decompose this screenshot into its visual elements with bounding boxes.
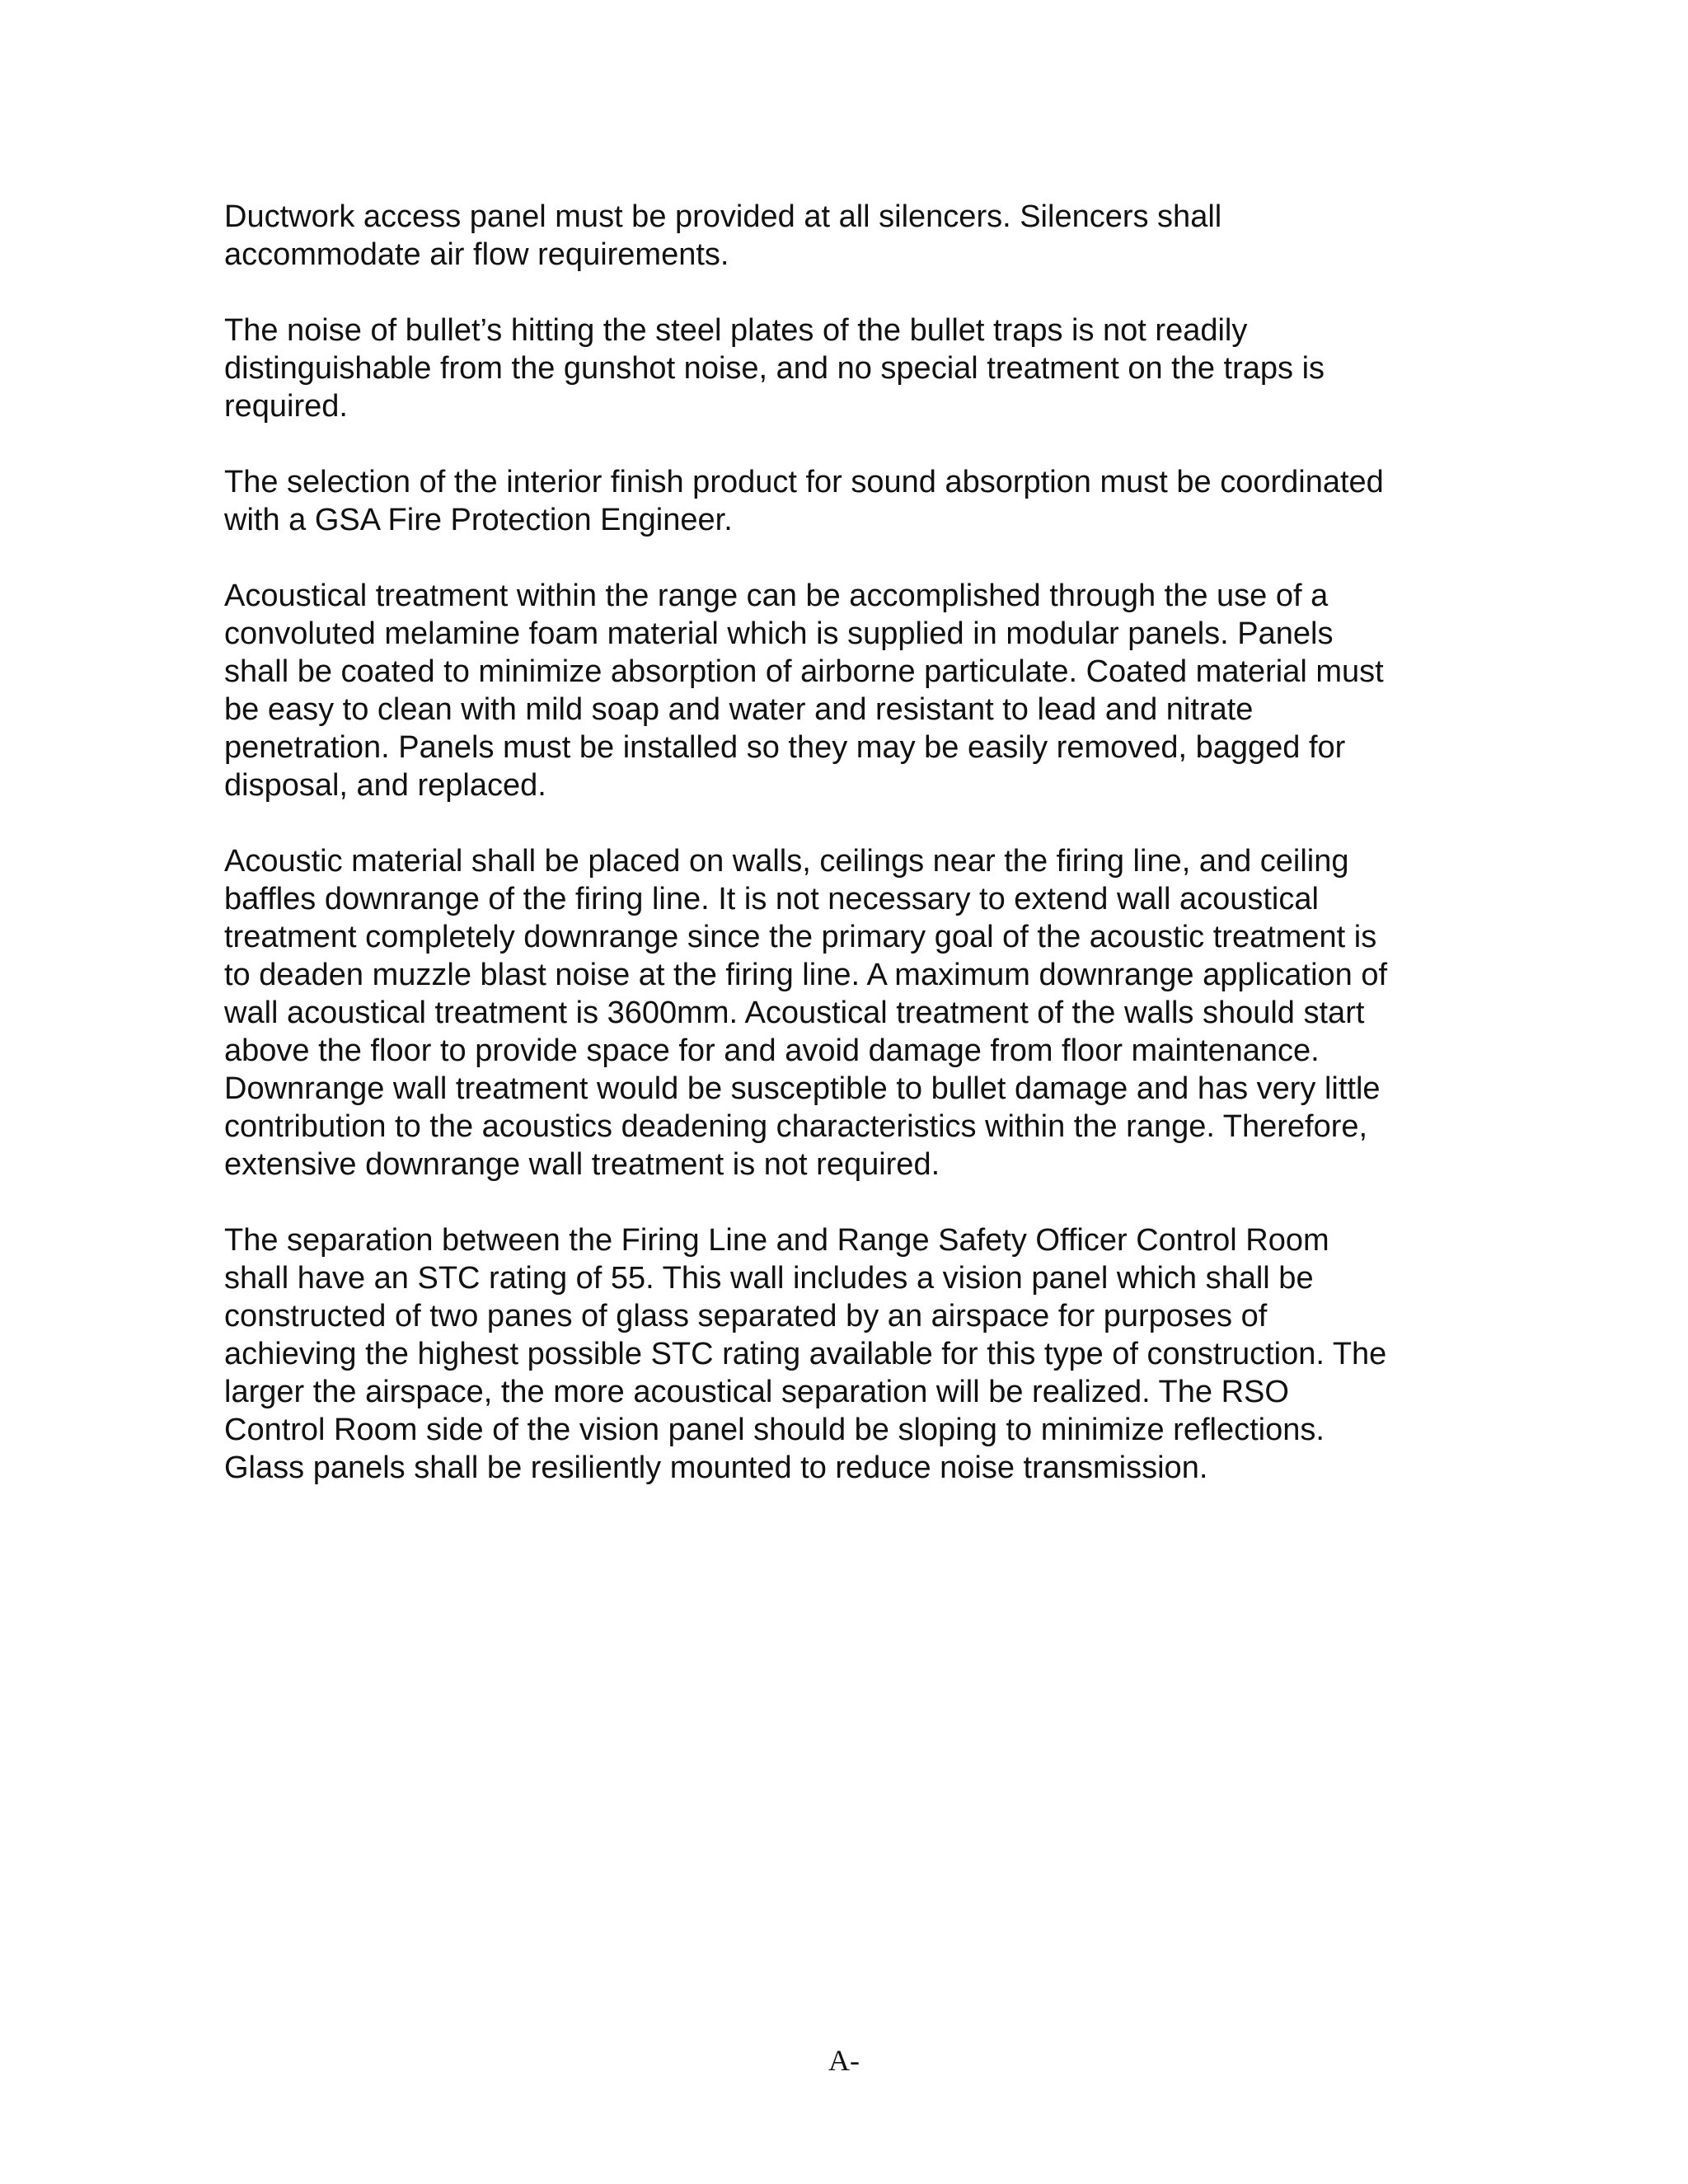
paragraph-control-room-separation: The separation between the Firing Line and Range Safety Officer Control Room shall have an STC rating of 55. This wall includes a vision panel which shall be constructed of two panes of glass separated by an airspace for purposes of achieving the highest possible STC rating available for this type of construction. The larger the airspace, the more acoustical separation will be realized. The RSO Control Room side of the vision panel should be sloping to minimize reflections. Glass panels shall be resiliently mounted to reduce noise transmission. bbox=[224, 1223, 1387, 1485]
paragraph-ductwork-access: Ductwork access panel must be provided at all silencers. Silencers shall accommodate air flow requirements. bbox=[224, 199, 1222, 272]
paragraph-bullet-trap-noise: The noise of bullet’s hitting the steel plates of the bullet traps is not readily distinguishable from the gunshot noise, and no special treatment on the traps is required. bbox=[224, 313, 1325, 424]
page-number: A- bbox=[828, 2044, 860, 2077]
paragraph-acoustical-treatment: Acoustical treatment within the range can be accomplished through the use of a convoluted melamine foam material which is supplied in modular panels. Panels shall be coated to minimize absorption of airborne particulate. Coated material must be easy to clean with mild soap and water and resistant to lead and nitrate penetration. Panels must be installed so they may be easily removed, bagged for disposal, and replaced. bbox=[224, 579, 1384, 803]
paragraph-interior-finish: The selection of the interior finish product for sound absorption must be coordinated with a GSA Fire Protection Engineer. bbox=[224, 465, 1384, 537]
document-body bbox=[224, 198, 1477, 1525]
paragraph-acoustic-material: Acoustic material shall be placed on walls, ceilings near the firing line, and ceiling baffles downrange of the firing line. It is not necessary to extend wall acoustical treatment completely downrange since the primary goal of the acoustic treatment is to deaden muzzle blast noise at the firing line. A maximum downrange application of wall acoustical treatment is 3600mm. Acoustical treatment of the walls should start above the floor to provide space for and avoid damage from floor maintenance. Downrange wall treatment would be susceptible to bullet damage and has very little contribution to the acoustics deadening characteristics within the range. Therefore, extensive downrange wall treatment is not required. bbox=[224, 844, 1388, 1182]
